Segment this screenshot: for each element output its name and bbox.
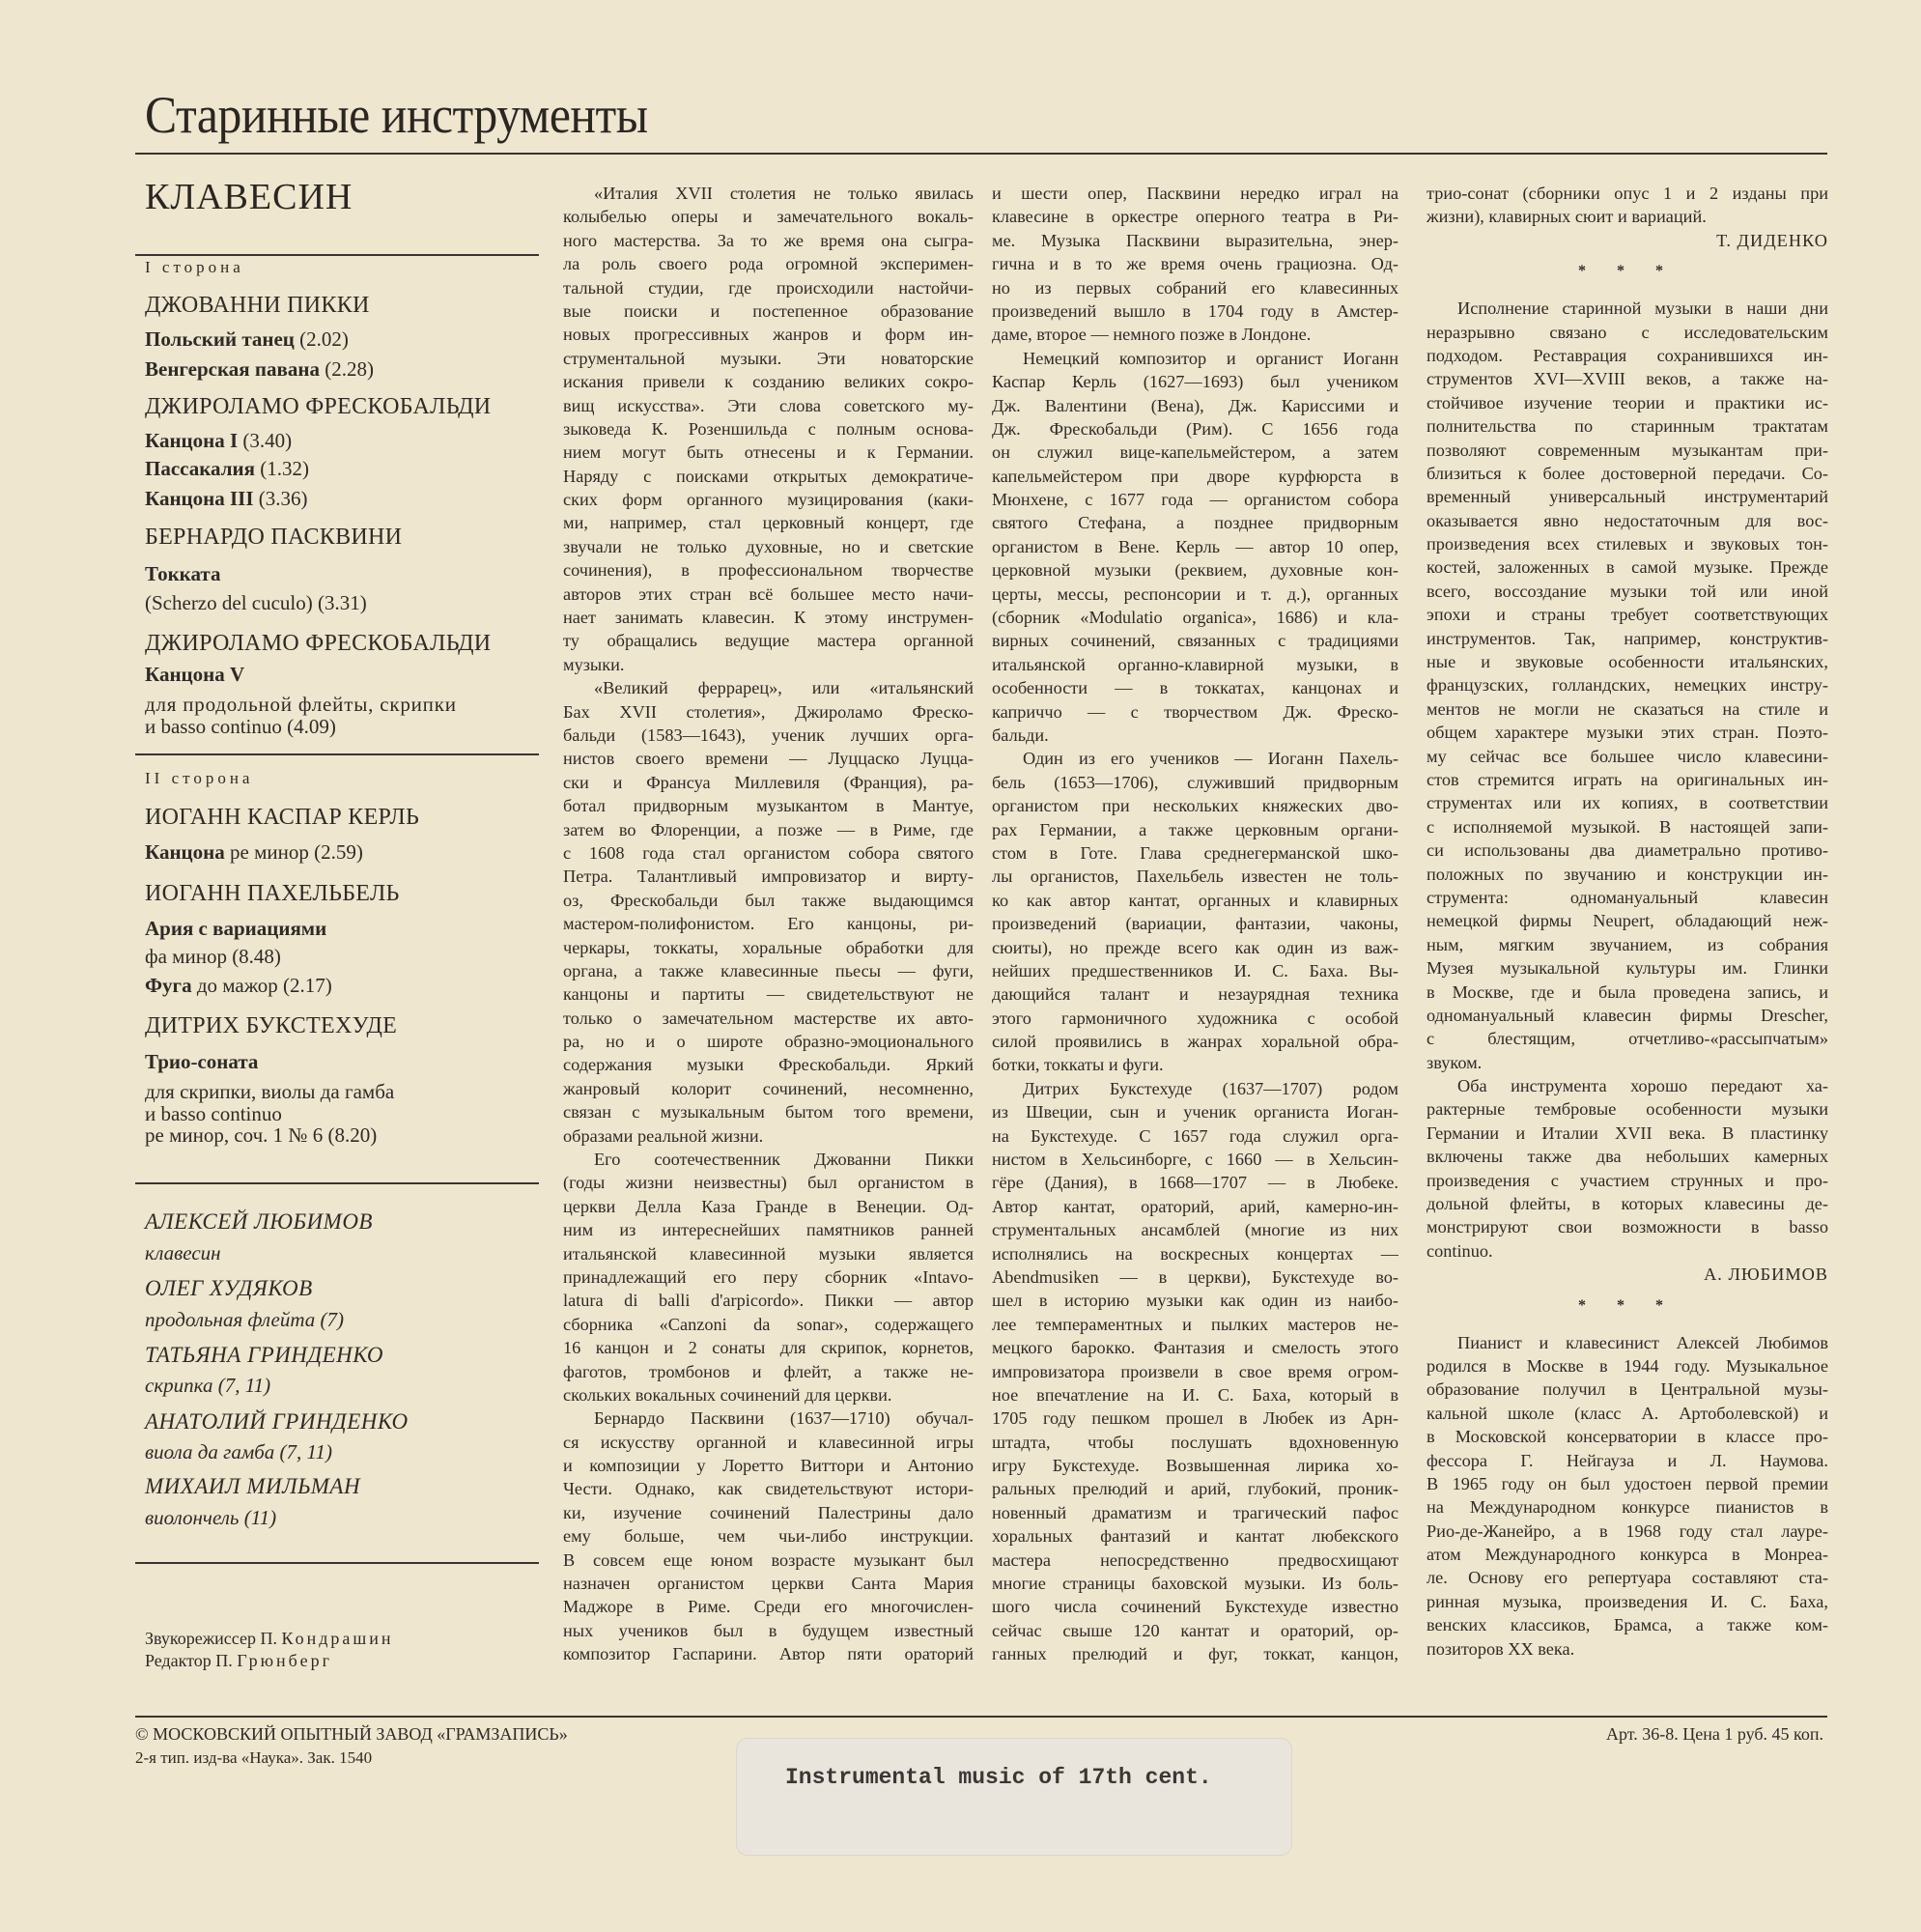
text-line: произведения всех стилевых и звуковых тон- [1427,534,1828,554]
track-subtitle: для продольной флейты, скрипки [145,693,457,716]
text-line: кальной школе (класс А. Артоболевской) и [1427,1403,1828,1423]
section-separator: * * * [1578,263,1677,280]
side-label: I сторона [145,258,244,276]
text-line: на Международном конкурсе пианистов в [1427,1497,1828,1518]
text-line: нает занимать клавесин. К этому инструмен- [563,608,974,628]
text-line: эпохи и страны требует соответствующих [1427,605,1828,625]
track-title: Канцона V [145,663,245,686]
text-line: ные и звуковые особенности итальянских, [1427,652,1828,672]
text-line: Германии и Италии XVII века. В пластинку [1427,1122,1828,1143]
text-line: хоральных фантазий и кантат любекского [992,1526,1398,1547]
text-line: фессора Г. Нейгауза и Л. Наумова. [1427,1450,1828,1470]
text-line: Его соотечественник Джованни Пикки [594,1150,974,1170]
text-line: шого числа сочинений Букстехуде известно [992,1597,1398,1617]
text-line: принадлежащий его перу сборник «Intavo- [563,1266,974,1287]
track-subtitle: ре минор, соч. 1 № 6 (8.20) [145,1123,378,1147]
text-line: жанровый колорит сочинений, несомненно, [563,1078,974,1098]
text-line: ботки, токкаты и фуги. [992,1055,1164,1075]
text-line: Один из его учеников — Иоганн Пахель- [1023,749,1398,769]
paragraph [563,1148,974,1406]
track-subtitle: и basso continuo [145,1102,282,1125]
text-line: оз, Фрескобальди был также выдающимся [563,890,974,910]
text-line: позволяют современным музыкантам при- [1427,440,1828,460]
text-line: струментах или их копиях, в соответствии [1427,793,1828,813]
text-line: ных учеников был в будущем известный [563,1620,974,1640]
text-line: на Букстехуде. С 1657 года служил орга- [992,1125,1398,1146]
side-label: II сторона [145,769,254,787]
paragraph [563,182,974,676]
text-line: произведений вышло в 1704 году в Амстер- [992,300,1398,321]
track-subtitle: для скрипки, виолы да гамба [145,1080,395,1103]
track-duration: (1.32) [254,457,309,480]
text-line: колыбелью оперы и замечательного вокаль- [563,207,974,227]
text-line: му сейчас все большее число клавесини- [1427,746,1828,766]
instrument-heading: КЛАВЕСИН [145,177,353,217]
text-line: В 1965 году он был удостоен первой премии [1427,1473,1828,1493]
text-line: (сборник «Modulatio organica», 1686) и кла- [992,608,1398,628]
text-line: вирных сочинений, связанных с традициями [992,631,1398,651]
track [145,1050,258,1074]
text-line: органистом в Вене. Керль — автор 10 опер, [992,536,1398,556]
track [145,840,363,865]
text-line: Дж. Валентини (Вена), Дж. Кариссими и [992,395,1398,415]
text-line: всего, воссоздание музыки той или иной [1427,581,1828,601]
text-line: ринная музыка, произведения И. С. Баха, [1427,1591,1828,1611]
title-rule [135,153,1827,155]
text-line: монстрируют свои возможности в basso [1427,1217,1828,1237]
track [145,487,308,511]
track-duration: (3.36) [253,487,308,510]
text-line: сочинения), в профессиональном творчестве [563,560,974,581]
text-line: ра, но и о широте образно-эмоционального [563,1032,974,1052]
composer: ДЖОВАННИ ПИККИ [145,293,370,318]
text-line: ту обращались ведущие мастера органной [563,631,974,651]
performer-name: МИХАИЛ МИЛЬМАН [145,1474,361,1498]
track-title: Трио-соната [145,1050,259,1073]
text-line: даме, второе — немного позже в Лондоне. [992,325,1312,345]
text-line: бальди. [992,724,1049,745]
text-line: Немецкий композитор и органист Иоганн [1023,348,1398,368]
paragraph [1427,1331,1828,1661]
track-duration: ре минор (2.59) [224,840,363,864]
text-line: дающийся талант и незаурядная техника [992,984,1398,1005]
track [145,562,220,586]
track [145,327,349,352]
text-line: «Италия XVII столетия не только явилась [594,184,974,203]
paragraph [563,676,974,1148]
performer-role: продольная флейта (7) [145,1308,345,1331]
credit-label: Звукорежиссер П. [145,1629,282,1648]
printer-info: 2-я тип. изд-ва «Наука». Зак. 1540 [135,1748,373,1767]
text-line: струментов XVI—XVIII веков, а также на- [1427,369,1828,389]
composer: ДЖИРОЛАМО ФРЕСКОБАЛЬДИ [145,394,492,419]
text-line: струментальных ансамблей (многие из них [992,1220,1398,1240]
text-line: вые поиски и постепенное образование [563,300,974,321]
composer: БЕРНАРДО ПАСКВИНИ [145,525,403,550]
text-line: каприччо — с творчеством Дж. Фреско- [992,701,1398,722]
text-line: сборника «Canzoni da sonar», содержащего [563,1314,974,1334]
paragraph [1427,1074,1828,1263]
text-line: импровизатора произвели в свое время огром- [992,1361,1398,1381]
text-line: исполнялись на воскресных концертах — [992,1243,1398,1264]
text-line: оказывается явно недостаточным для вос- [1427,510,1828,530]
text-line: образами реальной жизни. [563,1125,764,1146]
text-line: силой проявились в жанрах хоральной обра- [992,1032,1398,1052]
text-line: мецкого барокко. Фантазия и смелость этого [992,1338,1398,1358]
track [145,974,332,998]
text-line: из Швеции, сын и ученик органиста Иоган- [992,1102,1398,1122]
text-line: Чести. Однако, как свидетельствуют истори- [563,1479,974,1499]
text-line: 1705 году пешком прошел в Любек из Арн- [992,1408,1398,1429]
performer-name: ТАТЬЯНА ГРИНДЕНКО [145,1343,384,1367]
text-line: звуком. [1427,1052,1483,1072]
composer: ДИТРИХ БУКСТЕХУДЕ [145,1013,398,1038]
text-line: шел в историю музыки как один из наибо- [992,1291,1398,1311]
text-line: мастера непосредственно предвосхищают [992,1549,1398,1570]
sticker-label [736,1738,1292,1856]
performer-name: АЛЕКСЕЙ ЛЮБИМОВ [145,1209,373,1234]
text-line: Оба инструмента хорошо передают ха- [1457,1076,1828,1096]
text-line: затем во Флоренции, а позже — в Риме, где [563,819,974,839]
text-line: ся искусству органной и клавесинной игры [563,1432,974,1452]
text-line: черкары, токкаты, хоральные обработки для [563,937,974,957]
text-line: ральных прелюдий и арий, глубокий, проник- [992,1479,1398,1499]
text-line: музыки. [563,654,625,674]
text-line: Петра. Талантливый импровизатор и вирту- [563,867,974,887]
text-line: но из первых собраний его клавесинных [992,277,1398,298]
text-line: ним из интереснейших памятников ранней [563,1220,974,1240]
text-line: близиться к более достоверной передачи. Со- [1427,463,1828,483]
track [145,457,309,481]
track-title: Канцона III [145,487,254,510]
track-title: Пассакалия [145,457,255,480]
text-line: Abendmusiken — в церкви), Букстехуде во- [992,1266,1398,1287]
text-line: Исполнение старинной музыки в наши дни [1457,298,1828,319]
text-line: рах Германии, а также церковным органи- [992,819,1398,839]
track-duration: (2.02) [294,327,349,351]
text-line: связан с музыкальным бытом того времени, [563,1102,974,1122]
paragraph [992,1077,1398,1666]
footer-rule [135,1716,1827,1718]
text-line: капельмейстером при дворе курфюрста в [992,466,1398,486]
paragraph [1427,182,1828,229]
text-line: только о замечательном мастерстве их авто- [563,1008,974,1028]
text-line: инструментов. Так, например, конструктив- [1427,628,1828,648]
text-line: continuo. [1427,1240,1493,1261]
text-line: В совсем еще юном возрасте музыкант был [563,1549,974,1570]
text-line: (годы жизни неизвестны) был органистом в [563,1173,974,1193]
editor-credit [145,1651,332,1671]
text-line: стов стремится играть на оригинальных ин- [1427,769,1828,789]
text-line: с исполняемой музыкой. В настоящей запи- [1427,816,1828,837]
text-line: си использованы два диаметрально противо- [1427,840,1828,861]
text-line: подходом. Реставрация сохранившихся ин- [1427,345,1828,365]
text-line: и композиции у Лоретто Виттори и Антонио [563,1456,974,1476]
text-column-3 [1427,182,1828,1661]
paragraph [992,347,1398,748]
text-line: и шести опер, Пасквини нередко играл на [992,184,1398,203]
text-line: образование получил в Центральной музы- [1427,1379,1828,1400]
text-line: французских, голландских, немецких инстру- [1427,675,1828,696]
text-line: церковной музыки (реквием, духовные кон- [992,560,1398,581]
text-line: сюиты), но прежде всего как один из важ- [992,937,1398,957]
text-line: костей, заложенных в самой музыке. Прежде [1427,557,1828,578]
credit-label: Редактор П. [145,1651,238,1670]
text-line: произведения с участием струнных и про- [1427,1170,1828,1190]
section-separator: * * * [1578,1296,1677,1314]
text-line: ле. Основу его репертуара составляют ста- [1427,1568,1828,1588]
track-duration: до мажор (2.17) [191,974,332,997]
divider [135,1182,539,1184]
text-line: ских форм органного музицирования (каки- [563,490,974,510]
text-line: с блестящим, отчетливо-«рассыпчатым» [1427,1029,1828,1049]
text-line: содержания музыки Фрескобальди. Яркий [563,1055,974,1075]
text-line: ко как автор кантат, органных и клавирных [992,890,1398,910]
text-line: положных по звучанию и конструкции ин- [1427,864,1828,884]
text-line: ганных прелюдий и фуг, токкат, канцон, [992,1644,1398,1664]
sound-engineer-credit [145,1629,394,1649]
text-line: нейших предшественников И. С. Баха. Вы- [992,960,1398,980]
text-line: ным, мягким звучанием, из собрания [1427,934,1828,954]
performer-role: скрипка (7, 11) [145,1374,271,1397]
track-title: Ария с вариациями [145,917,327,940]
text-line: тальной студии, где происходили настойчи- [563,277,974,298]
text-line: ботал придворным музыкантом в Мантуе, [563,796,974,816]
text-line: бальди (1583—1643), ученик лучших орга- [563,724,974,745]
text-line: latura di balli d'arpicordo». Пикки — автор [563,1291,974,1311]
text-line: этого гармоничного художника с особой [992,1008,1398,1028]
text-line: органистом при нескольких княжеских дво- [992,796,1398,816]
text-line: мастером-полифонистом. Его канцоны, ри- [563,914,974,934]
composer: ДЖИРОЛАМО ФРЕСКОБАЛЬДИ [145,631,492,656]
text-line: лее темпераментных и пылких мастеров не- [992,1314,1398,1334]
text-line: композитор Гаспарини. Автор пяти ораторий [563,1644,974,1664]
text-line: особенности — в токкатах, канцонах и [992,678,1398,698]
performer-role: виолончель (11) [145,1506,277,1529]
text-line: итальянской клавесинной музыки является [563,1243,974,1264]
text-line: атом Международного конкурса в Монреа- [1427,1545,1828,1565]
text-line: рактерные тембровые особенности музыки [1427,1099,1828,1120]
text-line: нистов своего времени — Луццаско Луцца- [563,749,974,769]
text-line: канцоны и партиты — свидетельствуют не [563,984,974,1005]
track-subtitle: фа минор (8.48) [145,945,281,968]
track-title: Токката [145,562,221,585]
text-line: ментов не могли не сказаться на стиле и [1427,698,1828,719]
text-line: Мюнхене, с 1677 года — органистом собора [992,490,1398,510]
text-line: полнительства по старинным трактатам [1427,416,1828,437]
text-line: клавесине в оркестре оперного театра в Ри- [992,207,1398,227]
text-line: временный универсальный инструментарий [1427,487,1828,507]
text-column-1 [563,182,974,1666]
text-line: Автор кантат, ораторий, арий, камерно-ин- [992,1196,1398,1216]
performer-name: ОЛЕГ ХУДЯКОВ [145,1276,313,1300]
text-line: Рио-де-Жанейро, а в 1968 году стал лауре- [1427,1520,1828,1541]
paragraph [992,182,1398,347]
track-title: Венгерская павана [145,357,320,381]
text-line: включены также два небольших камерных [1427,1147,1828,1167]
text-line: звучали не только духовные, но и светские [563,536,974,556]
text-line: зыковеда К. Розеншильда с полным основа- [563,418,974,439]
text-line: в Москве, где и была проведена запись, и [1427,981,1828,1002]
performer-role: клавесин [145,1241,221,1264]
text-line: Бернардо Пасквини (1637—1710) обучал- [594,1408,974,1429]
text-line: гёре (Дания), в 1668—1707 — в Любеке. [992,1173,1398,1193]
track [145,429,292,453]
text-line: нием могут быть отнесены и к Германии. [563,442,974,463]
text-line: в Московской консерватории в классе про- [1427,1427,1828,1447]
catalog-price: Арт. 36-8. Цена 1 руб. 45 коп. [1605,1724,1823,1744]
paragraph [563,1406,974,1665]
text-line: Маджоре в Риме. Среди его многочислен- [563,1597,974,1617]
track-subtitle: (Scherzo del cuculo) (3.31) [145,591,367,614]
author-signature: А. ЛЮБИМОВ [1704,1264,1828,1285]
text-line: ного мастерства. За то же время она сыгра- [563,230,974,250]
text-line: ное впечатление на И. С. Баха, который в [992,1384,1398,1405]
track [145,357,374,382]
text-line: назначен органистом церкви Санта Мария [563,1574,974,1594]
performer-role: виола да гамба (7, 11) [145,1440,332,1463]
text-line: струмента: одномануальный клавесин [1427,887,1828,907]
credit-name: Грюнберг [237,1651,332,1670]
track [145,663,244,687]
text-line: сейчас свыше 120 кантат и ораторий, ор- [992,1620,1398,1640]
credit-name: Кондрашин [281,1629,394,1648]
text-line: он служил вице-капельмейстером, а затем [992,442,1398,463]
text-line: с 1608 года стал органистом собора святого [563,842,974,863]
text-column-2 [992,182,1398,1666]
text-line: ски и Франсуа Миллевиля (Франция), ра- [563,772,974,792]
sticker-text: Instrumental music of 17th cent. [785,1765,1212,1790]
text-line: позиторов XX века. [1427,1638,1575,1659]
text-line: стом в Готе. Глава среднегерманской шко- [992,842,1398,863]
text-line: произведений (вариации, фантазии, чаконы, [992,914,1398,934]
paragraph [992,747,1398,1076]
text-line: неразрывно связано с исследовательским [1427,322,1828,342]
divider [135,753,539,755]
track-subtitle: и basso continuo (4.09) [145,715,336,738]
text-line: церты, мессы, респонсории и т. д.), органных [992,583,1398,604]
text-line: искания привели к созданию великих сокро- [563,372,974,392]
composer: ИОГАНН ПАХЕЛЬБЕЛЬ [145,881,400,906]
divider [135,254,539,256]
text-line: скольких вокальных сочинений для церкви. [563,1384,892,1405]
text-line: Пианист и клавесинист Алексей Любимов [1457,1332,1828,1352]
author-signature: Т. ДИДЕНКО [1716,230,1828,250]
text-line: Каспар Керль (1627—1693) был учеником [992,372,1398,392]
text-line: ла роль своего рода огромной эксперимен- [563,254,974,274]
track-duration: (2.28) [319,357,374,381]
text-line: новенный драматизм и трагический пафос [992,1502,1398,1522]
text-line: стойчивое изучение теории и практики ис- [1427,392,1828,412]
text-line: новых прогрессивных жанров и форм ин- [563,325,974,345]
text-line: «Великий феррарец», или «итальянский [594,678,974,698]
text-line: одномануальный клавесин фирмы Drescher, [1427,1005,1828,1025]
text-line: святого Стефана, а позднее придворным [992,513,1398,533]
text-line: Музея музыкальной культуры им. Глинки [1427,958,1828,979]
text-line: Бах XVII столетия», Джироламо Фреско- [563,701,974,722]
track-title: Канцона I [145,429,239,452]
text-line: ме. Музыка Пасквини выразительна, энер- [992,230,1398,250]
divider [135,1562,539,1564]
text-line: венских классиков, Брамса, а также ком- [1427,1615,1828,1635]
text-line: Наряду с поисками открытых демократиче- [563,466,974,486]
text-line: 16 канцон и 2 сонаты для скрипок, корнетов, [563,1338,974,1358]
text-line: итальянской органно-клавирной музыки, в [992,654,1398,674]
performer-name: АНАТОЛИЙ ГРИНДЕНКО [145,1409,409,1434]
text-line: струментальной музыки. Эти новаторские [563,348,974,368]
paragraph [1427,297,1828,1074]
text-line: немецкой фирмы Neupert, обладающий неж- [1427,911,1828,931]
text-line: нистом в Хельсинборге, с 1660 — в Хельсин- [992,1150,1398,1170]
track-title: Польский танец [145,327,295,351]
text-line: жизни), клавирных сюит и вариаций. [1427,207,1707,227]
track-duration: (3.40) [238,429,293,452]
text-line: трио-сонат (сборники опус 1 и 2 изданы при [1427,184,1828,203]
text-line: родился в Москве в 1944 году. Музыкальное [1427,1355,1828,1376]
text-line: органа, а также клавесинные пьесы — фуги, [563,960,974,980]
composer: ИОГАНН КАСПАР КЕРЛЬ [145,805,420,830]
publisher: © МОСКОВСКИЙ ОПЫТНЫЙ ЗАВОД «ГРАМЗАПИСЬ» [135,1724,568,1744]
text-line: ему больше, чем чьи-либо инструкции. [563,1526,974,1547]
text-line: авторов этих стран всё большее место начи- [563,583,974,604]
track-title: Фуга [145,974,192,997]
text-line: ми, например, стал церковный концерт, где [563,513,974,533]
text-line: общем характере музыки этих стран. Поэто- [1427,723,1828,743]
page-title: Старинные инструменты [145,86,648,144]
text-line: лы органистов, Пахельбель известен не толь- [992,867,1398,887]
track-title: Канцона [145,840,225,864]
text-line: церкви Делла Каза Гранде в Венеции. Од- [563,1196,974,1216]
text-line: Дж. Фрескобальди (Рим). С 1656 года [992,418,1398,439]
text-line: многие страницы баховской музыки. Из боль- [992,1574,1398,1594]
text-line: фаготов, тромбонов и флейт, а также не- [563,1361,974,1381]
text-line: вищ искусства». Эти слова советского му- [563,395,974,415]
track [145,917,326,941]
text-line: Дитрих Букстехуде (1637—1707) родом [1023,1078,1398,1098]
text-line: игру Букстехуде. Возвышенная лирика хо- [992,1456,1398,1476]
text-line: штадта, чтобы послушать вдохновенную [992,1432,1398,1452]
text-line: ки, изучение сочинений Палестрины дало [563,1502,974,1522]
text-line: дольной флейты, в которых клавесины де- [1427,1194,1828,1214]
text-line: бель (1653—1706), служивший придворным [992,772,1398,792]
text-line: гична и в то же время очень грациозна. Од- [992,254,1398,274]
